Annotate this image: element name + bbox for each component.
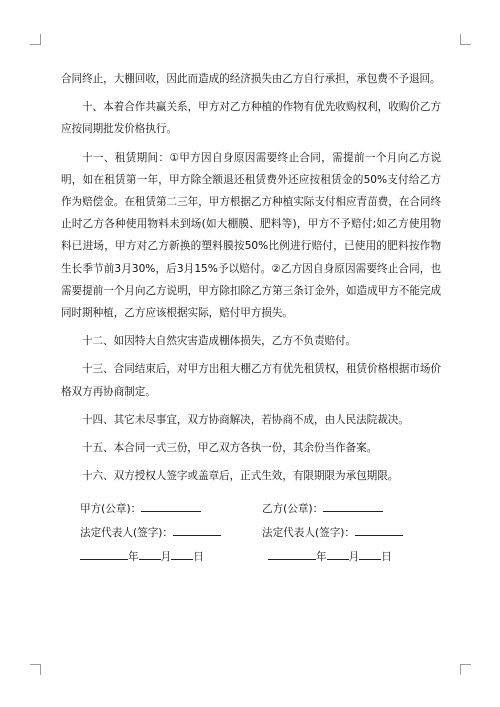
party-a-seal-line [80,500,201,516]
party-a-day-blank[interactable] [171,548,193,560]
party-b-label: 乙方(公章)： [262,503,324,515]
party-b-blank[interactable] [323,500,383,512]
party-a-month-label: 月 [160,551,172,563]
paragraph-continuation: 合同终止，大棚回收，因此而造成的经济损失由乙方自行承担，承包费不予退回。 [61,73,441,85]
clause-10: 十、本着合作共赢关系，甲方对乙方种植的作物有优先收购权利，收购价乙方应按同期批发价格执行。 [61,101,441,136]
crop-mark-top-right [460,34,471,45]
crop-mark-bottom-right [460,664,471,675]
party-a-blank[interactable] [141,500,201,512]
party-a-rep-line [80,524,221,540]
party-b-seal-line [262,500,383,516]
crop-mark-bottom-left [30,664,41,675]
party-b-year-label: 年 [316,551,327,563]
clause-13: 十三、合同结束后，对甲方出租大棚乙方有优先租赁权，租赁价格根据市场价格双方再协商制定。 [61,363,441,398]
party-b-rep-line [262,524,403,540]
party-b-year-blank[interactable] [268,548,316,560]
party-b-month-label: 月 [348,551,360,563]
party-a-month-blank[interactable] [139,548,161,560]
party-a-rep-label: 法定代表人(签字)： [80,527,174,539]
party-a-date-line [80,548,204,564]
party-b-date-line [268,548,392,564]
party-a-year-blank[interactable] [80,548,128,560]
party-b-rep-label: 法定代表人(签字)： [262,527,356,539]
party-a-day-label: 日 [193,551,204,563]
party-b-rep-blank[interactable] [355,524,403,536]
contract-body [61,68,441,493]
party-b-day-blank[interactable] [359,548,381,560]
clause-12: 十二、如因特大自然灾害造成棚体损失，乙方不负责赔付。 [82,335,357,348]
party-b-day-label: 日 [381,551,392,563]
clause-15: 十五、本合同一式三份，甲乙双方各执一份，其余份当作备案。 [82,442,378,455]
party-a-label: 甲方(公章)： [80,503,142,515]
party-a-rep-blank[interactable] [173,524,221,536]
clause-14: 十四、其它未尽事宜，双方协商解决，若协商不成，由人民法院裁决。 [82,413,409,426]
party-a-year-label: 年 [128,551,139,563]
crop-mark-top-left [30,34,41,45]
clause-11: 十一、租赁期间：①甲方因自身原因需要终止合同，需提前一个月向乙方说明，如在租赁第一年，甲方除全额退还租赁费外还应按租赁金的50%支付给乙方作为赔偿金。在租赁第二三年，甲方根据乙方种植实际支付相应青苗费，在合同终止时乙方各种使用物料未到场(如大棚膜、肥料等)，甲方不予赔付;如乙方使用物料已进场，甲方对乙方新换的塑料膜按50%比例进行赔付，已使用的肥料按作物生长季节前3月30%，后3月15%予以赔付。②乙方因自身原因需要终止合同，也需要提前一个月向乙方说明，甲方除扣除乙方第三条订金外，如造成甲方不能完成同时期种植，乙方应该根据实际，赔付甲方损失。 [61,151,441,320]
party-b-month-blank[interactable] [327,548,349,560]
clause-16: 十六、双方授权人签字或盖章后，正式生效，有限期限为承包期限。 [82,470,399,483]
